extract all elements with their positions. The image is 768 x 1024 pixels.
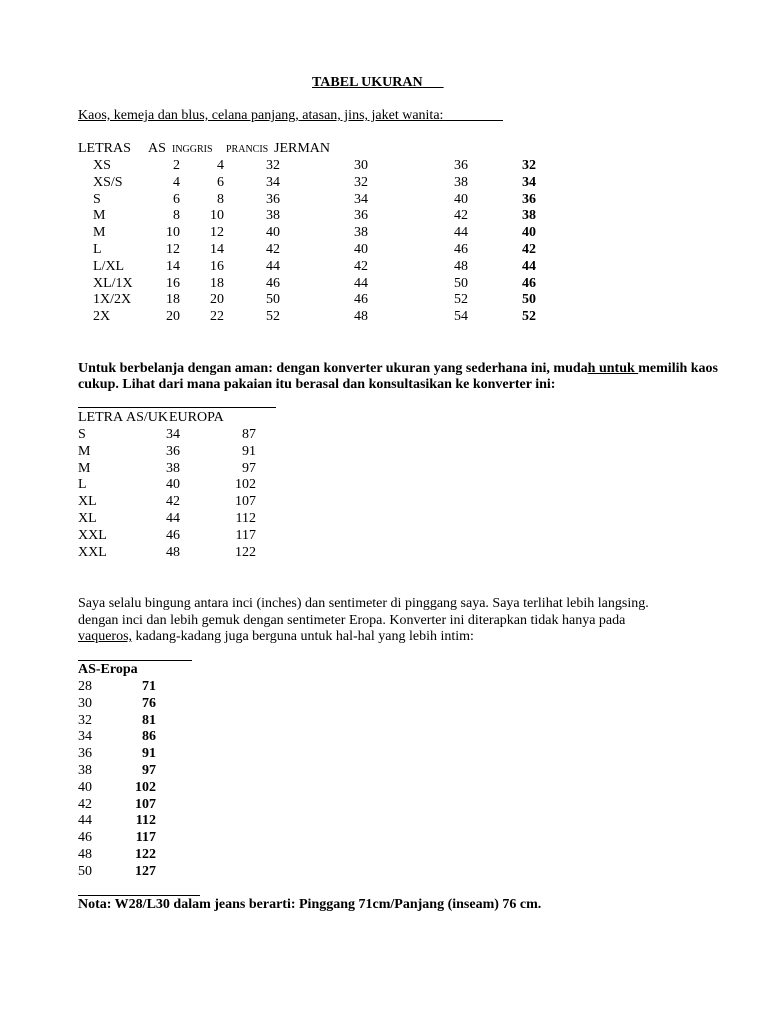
shopping-tip-line1 (78, 361, 718, 378)
header-letra: LETRA (78, 410, 124, 425)
table-cell: 42 (166, 494, 180, 510)
table-cell: 46 (166, 527, 180, 543)
header-inggris: INGGRIS (172, 144, 213, 155)
table-cell: M (78, 443, 91, 459)
page-title (312, 75, 444, 92)
table-row (78, 813, 278, 830)
divider-line (78, 407, 276, 408)
table-cell: 44 (266, 258, 280, 274)
table-cell: 102 (235, 477, 256, 493)
table-cell: 44 (454, 225, 468, 241)
table-cell: 97 (142, 763, 156, 778)
table-cell: 20 (210, 292, 224, 308)
table-cell: XL (78, 494, 97, 510)
table-row (78, 276, 578, 293)
table-cell: 91 (242, 443, 256, 459)
table-cell: 107 (135, 796, 156, 812)
table-cell: 122 (135, 847, 156, 862)
table-cell: 107 (235, 494, 256, 510)
table-row (78, 780, 278, 797)
table-cell: 10 (210, 208, 224, 224)
table-row (78, 696, 278, 713)
header-jerman: JERMAN (274, 141, 331, 156)
table-cell: 14 (210, 242, 224, 257)
table-cell: 16 (210, 258, 224, 274)
table-cell: 6 (217, 174, 224, 190)
table-row (78, 528, 338, 545)
table-row (78, 242, 578, 259)
table-header-row (78, 141, 578, 158)
table-cell: 12 (210, 225, 224, 241)
table-cell: 48 (166, 544, 180, 560)
table-row (78, 679, 278, 696)
table-cell: 112 (235, 511, 256, 526)
intro-text (78, 108, 503, 125)
table-cell: 40 (266, 225, 280, 241)
table-cell: 42 (78, 796, 92, 812)
table-cell: 102 (135, 779, 156, 795)
tip-text-b: memilih kaos (638, 361, 718, 376)
table-cell: 48 (78, 847, 92, 862)
header-eropa: EUROPA (169, 410, 224, 425)
table-cell: 36 (354, 208, 368, 224)
table-cell: 40 (78, 779, 92, 795)
table-cell: 4 (217, 158, 224, 173)
table-cell: 14 (166, 258, 180, 274)
tip-text-underlined: h untuk (587, 361, 639, 376)
table-row (78, 713, 278, 730)
title-text: TABEL UKURAN (312, 75, 423, 90)
table-cell: 52 (266, 309, 280, 325)
table-row (78, 494, 338, 511)
jeans-note: Nota: W28/L30 dalam jeans berarti: Pinggang 71cm/Panjang (inseam) 76 cm. (78, 897, 542, 912)
table-row (78, 225, 578, 242)
table-cell: 36 (454, 158, 468, 173)
table-cell: M (93, 208, 106, 224)
table-cell: 48 (354, 309, 368, 325)
table-cell: 117 (235, 527, 256, 543)
table-cell: 12 (166, 242, 180, 257)
table-cell: 112 (135, 813, 156, 829)
table-cell: 34 (354, 191, 368, 207)
table-cell: XL (78, 511, 97, 526)
table-cell: 42 (354, 258, 368, 274)
table-cell: 10 (166, 225, 180, 241)
table-cell: XS/S (93, 174, 123, 190)
table-cell: 76 (142, 695, 156, 711)
table-cell: 40 (166, 477, 180, 493)
table-cell: 48 (454, 258, 468, 274)
table-cell: 46 (454, 242, 468, 257)
table-cell: 46 (354, 292, 368, 308)
table-row (78, 427, 338, 444)
table-row (78, 208, 578, 225)
table-cell: 97 (242, 460, 256, 476)
divider-line (78, 895, 200, 896)
header-asuk: AS/UK (126, 410, 169, 425)
table-cell: 86 (142, 729, 156, 745)
table-cell: XL/1X (93, 275, 133, 291)
table-cell: 50 (78, 863, 92, 879)
inch-paragraph-line2: dengan inci dan lebih gemuk dengan sentimeter Eropa. Konverter ini diterapkan tidak hanya pada (78, 613, 626, 628)
table-cell: 34 (78, 729, 92, 745)
table-row (78, 729, 278, 746)
table-cell: 8 (173, 208, 180, 224)
table-cell: 2 (173, 158, 180, 173)
inch-paragraph-rest: kadang-kadang juga berguna untuk hal-hal yang lebih intim: (132, 629, 474, 644)
table-cell: S (93, 191, 101, 207)
table-cell: XXL (78, 544, 107, 560)
table-row (78, 746, 278, 763)
table-cell: 38 (78, 763, 92, 778)
table-cell: 44 (166, 511, 180, 526)
table-row (78, 545, 338, 562)
table-row (78, 477, 338, 494)
table-cell: 36 (78, 746, 92, 762)
table-cell: 18 (166, 292, 180, 308)
table-cell: 42 (454, 208, 468, 224)
table-row (78, 830, 278, 847)
table-cell: 4 (173, 174, 180, 190)
table-cell: 32 (266, 158, 280, 173)
table-cell: 30 (354, 158, 368, 173)
table-row (78, 511, 338, 528)
table-row (78, 175, 578, 192)
table-cell: 38 (454, 174, 468, 190)
table-cell: 22 (210, 309, 224, 325)
table-cell: 40 (522, 225, 536, 241)
table-cell: 30 (78, 695, 92, 711)
header-as: AS (148, 141, 166, 156)
table-cell: 42 (266, 242, 280, 257)
table-row (78, 309, 578, 326)
vaqueros-text: vaqueros, (78, 629, 133, 644)
table-cell: 36 (266, 191, 280, 207)
table-row (78, 847, 278, 864)
table-cell: 127 (135, 863, 156, 879)
table-row (78, 797, 278, 814)
table-row (78, 864, 278, 881)
table-cell: 44 (78, 813, 92, 829)
table-cell: 1X/2X (93, 292, 132, 308)
table-cell: M (78, 460, 91, 476)
table-cell: 28 (78, 679, 92, 694)
table-cell: 46 (78, 830, 92, 846)
table-cell: 32 (78, 712, 92, 728)
table-cell: 44 (522, 258, 536, 274)
table-row (78, 158, 578, 175)
table-cell: 81 (142, 712, 156, 728)
table-cell: 38 (522, 208, 536, 224)
table-cell: 20 (166, 309, 180, 325)
table-cell: 46 (266, 275, 280, 291)
inch-paragraph-line3 (78, 629, 474, 646)
table-cell: 32 (354, 174, 368, 190)
table-cell: 122 (235, 544, 256, 560)
table-cell: 50 (266, 292, 280, 308)
table-cell: 2X (93, 309, 111, 325)
table-cell: 52 (454, 292, 468, 308)
table-cell: 18 (210, 275, 224, 291)
intro-label: Kaos, kemeja dan blus, celana panjang, atasan, jins, jaket wanita: (78, 108, 444, 123)
table-cell: 40 (354, 242, 368, 257)
table-row (78, 444, 338, 461)
table-cell: 87 (242, 427, 256, 442)
header-as-eropa: AS-Eropa (78, 662, 138, 677)
table-cell: 50 (522, 292, 536, 308)
table-row (78, 259, 578, 276)
table-cell: 54 (454, 309, 468, 325)
table-cell: 91 (142, 746, 156, 762)
table-cell: S (78, 427, 86, 442)
table-cell: L (78, 477, 87, 493)
table-cell: 40 (454, 191, 468, 207)
table-cell: 38 (166, 460, 180, 476)
table-cell: 71 (142, 679, 156, 694)
table-cell: 6 (173, 191, 180, 207)
table-row (78, 763, 278, 780)
table-cell: XS (93, 158, 111, 173)
table-cell: 34 (166, 427, 180, 442)
table-row (78, 192, 578, 209)
table-cell: 32 (522, 158, 536, 173)
table-cell: 42 (522, 242, 536, 257)
table-cell: 8 (217, 191, 224, 207)
table-cell: 34 (522, 174, 536, 190)
table-cell: 52 (522, 309, 536, 325)
table-cell: 44 (354, 275, 368, 291)
table-cell: XXL (78, 527, 107, 543)
table-cell: L/XL (93, 258, 125, 274)
table-cell: 50 (454, 275, 468, 291)
tip-text-a: Untuk berbelanja dengan aman: dengan konverter ukuran yang sederhana ini, muda (78, 361, 588, 376)
inch-paragraph-line1: Saya selalu bingung antara inci (inches) dan sentimeter di pinggang saya. Saya terlihat lebih langsing. (78, 596, 649, 611)
table-cell: 16 (166, 275, 180, 291)
divider-line (78, 660, 192, 661)
table-header-row (78, 662, 278, 679)
table-cell: 117 (135, 830, 156, 846)
table-row (78, 292, 578, 309)
shopping-tip-line2: cukup. Lihat dari mana pakaian itu berasal dan konsultasikan ke konverter ini: (78, 377, 556, 392)
table-cell: 46 (522, 275, 536, 291)
table-header-row (78, 410, 338, 427)
table-cell: 36 (166, 443, 180, 459)
table-cell: 36 (522, 191, 536, 207)
table-cell: 38 (266, 208, 280, 224)
table-cell: L (93, 242, 102, 257)
table-row (78, 461, 338, 478)
header-prancis: PRANCIS (226, 144, 269, 155)
header-letras: LETRAS (78, 141, 131, 156)
table-cell: M (93, 225, 106, 241)
table-cell: 38 (354, 225, 368, 241)
table-cell: 34 (266, 174, 280, 190)
